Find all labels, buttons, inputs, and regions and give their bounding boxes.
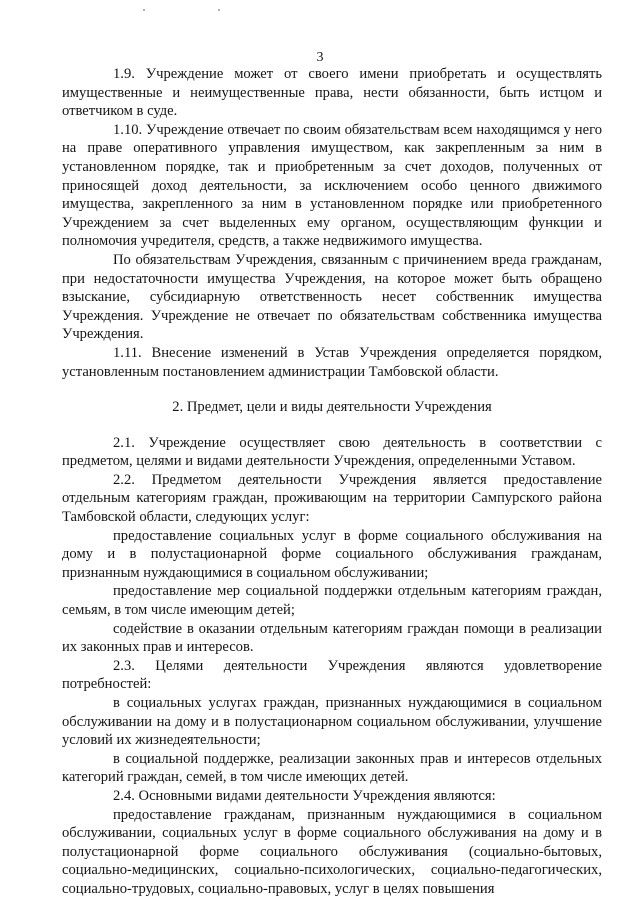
paragraph-2-1: 2.1. Учреждение осуществляет свою деятельность в соответствии с предметом, целями и видами деятельности Учреждения, определенными Уставом. <box>62 434 602 470</box>
paragraph-liability: По обязательствам Учреждения, связанным с причинением вреда гражданам, при недостаточности имущества Учреждения, на которое может быть обращено взыскание, субсидиарную ответственность несет собственник имущества Учреждения. Учреждение не отвечает по обязательствам собственника имущества Учреждения. <box>62 251 602 343</box>
scan-speck <box>143 9 145 11</box>
paragraph-1-11: 1.11. Внесение изменений в Устав Учреждения определяется порядком, установленным постановлением администрации Тамбовской области. <box>62 344 602 380</box>
paragraph-2-3: 2.3. Целями деятельности Учреждения являются удовлетворение потребностей: <box>62 657 602 693</box>
page-number: 3 <box>316 50 324 65</box>
paragraph-1-9: 1.9. Учреждение может от своего имени приобретать и осуществлять имущественные и неимущественные права, нести обязанности, быть истцом и ответчиком в суде. <box>62 66 602 120</box>
paragraph-1-10: 1.10. Учреждение отвечает по своим обязательствам всем находящимся у него на праве оперативного управления имуществом, как закрепленным за ним в установленном порядке, так и приобретенным за счет доходов, полученных от приносящей доход деятельности, за исключением особо ценного движимого имущества, закрепленного за ним в установленном порядке или приобретенного Учреждением за счет выделенных ему органом, осуществляющим функции и полномочия учредителя, средств, а также недвижимого имущества. <box>62 121 602 250</box>
list-item-assistance: содействие в оказании отдельным категориям граждан помощи в реализации их законных прав и интересов. <box>62 620 602 656</box>
list-item-needs-services: в социальных услугах граждан, признанных нуждающимися в социальном обслуживании на дому и в полустационарном социальном обслуживании, улучшение условий их жизнедеятельности; <box>62 695 602 749</box>
list-item-social-services: предоставление социальных услуг в форме социального обслуживания на дому и в полустационарной форме социального обслуживания гражданам, признанным нуждающимися в социальном обслуживании; <box>62 527 602 581</box>
paragraph-2-2: 2.2. Предметом деятельности Учреждения является предоставление отдельным категориям граждан, проживающим на территории Сампурского района Тамбовской области, следующих услуг: <box>62 471 602 526</box>
section-heading: 2. Предмет, цели и виды деятельности Учреждения <box>172 399 492 416</box>
scan-speck <box>218 9 220 11</box>
list-item-needs-support: в социальной поддержке, реализации законных прав и интересов отдельных категорий граждан, семей, в том числе имеющих детей. <box>62 750 602 786</box>
paragraph-2-4: 2.4. Основными видами деятельности Учреждения являются: <box>113 787 496 804</box>
list-item-support-measures: предоставление мер социальной поддержки отдельным категориям граждан, семьям, в том числе имеющим детей; <box>62 583 602 619</box>
document-page <box>62 50 602 899</box>
list-item-activity-services: предоставление гражданам, признанным нуждающимися в социальном обслуживании, социальных услуг в форме социального обслуживания на дому и в полустационарной форме социального обслуживания (социально-бытовых, социально-медицинских, социально-психологических, социально-педагогических, социально-трудовых, социально-правовых, услуг в целях повышения <box>62 806 602 897</box>
